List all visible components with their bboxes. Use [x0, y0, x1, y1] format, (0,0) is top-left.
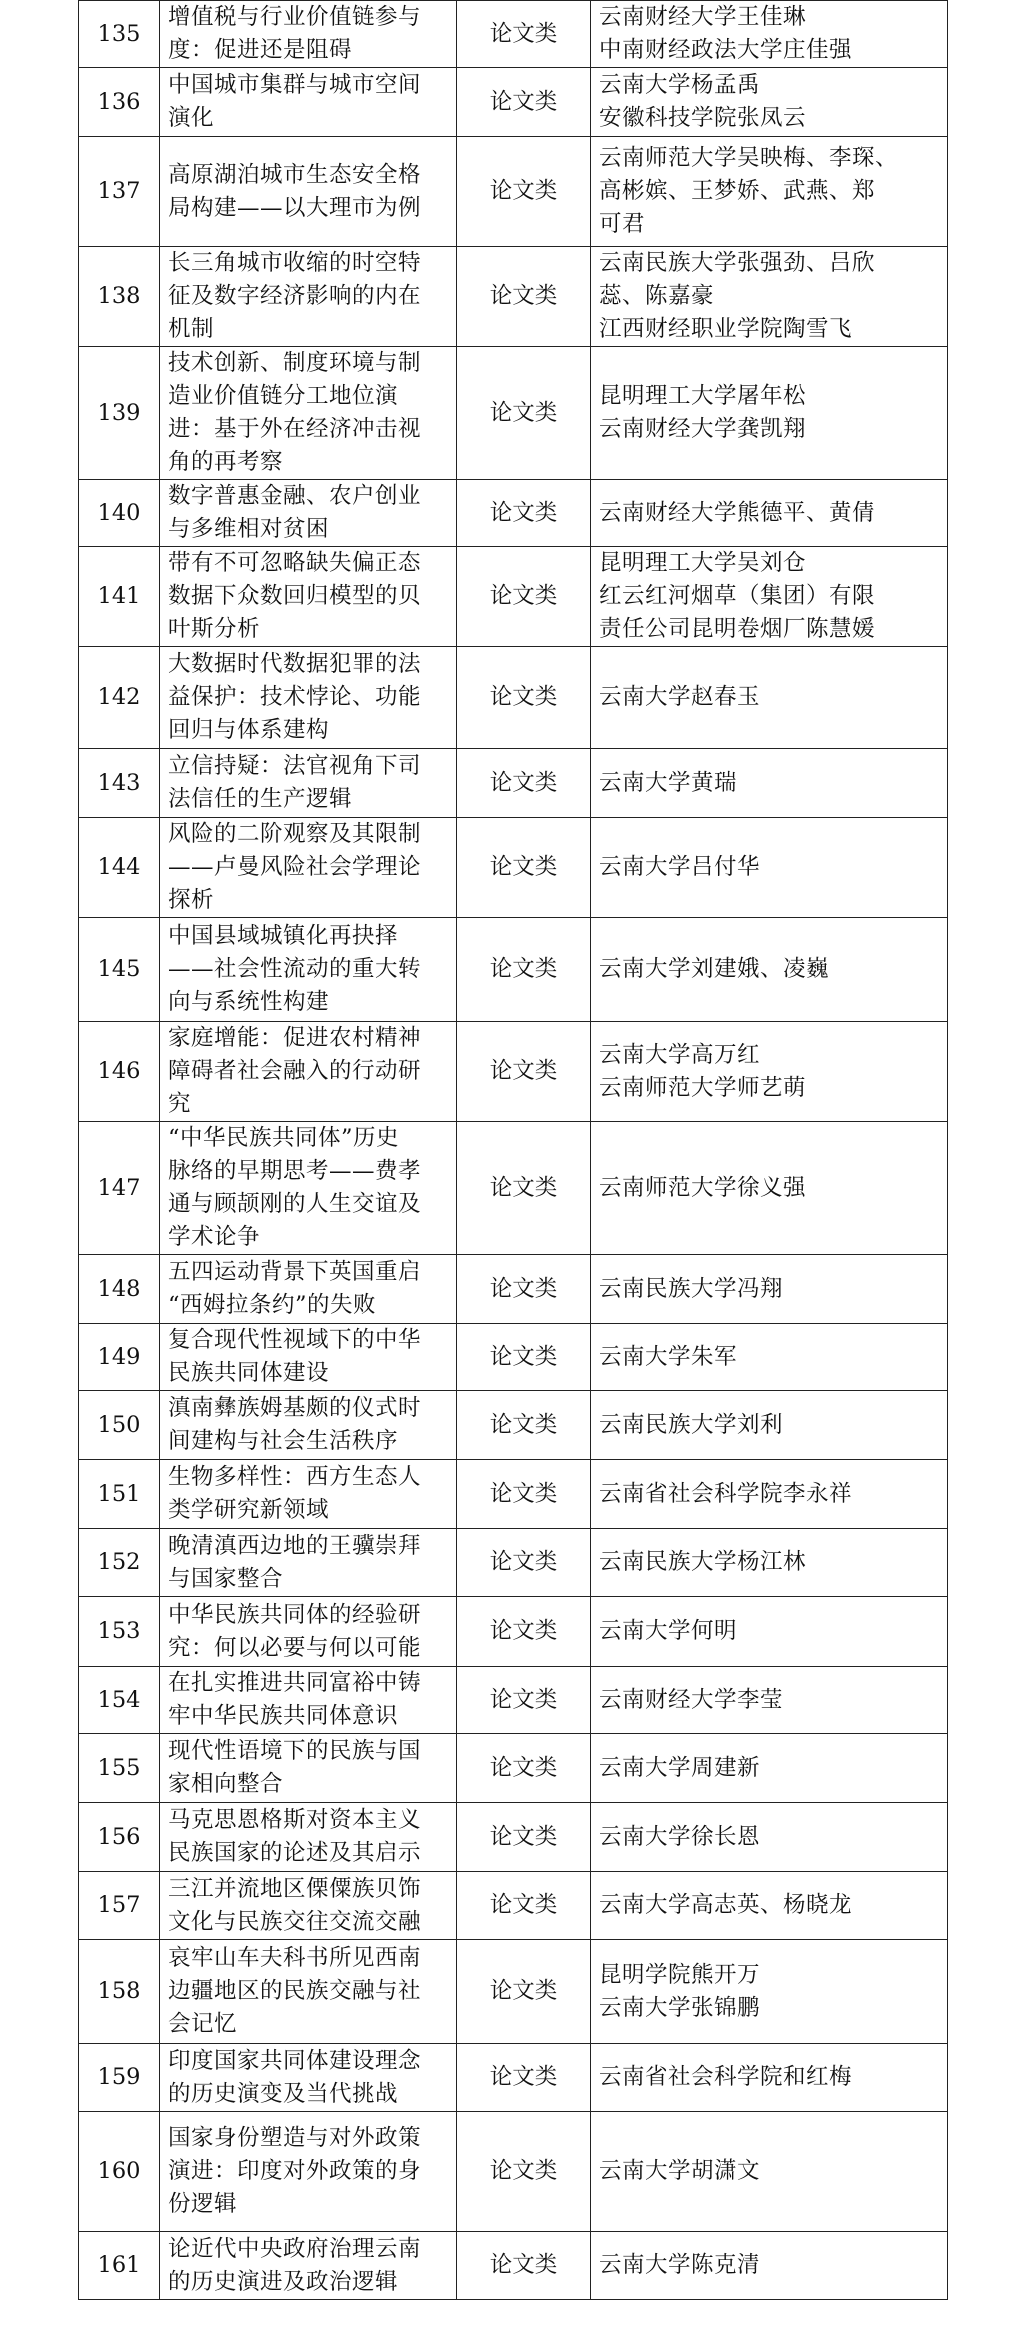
paper-title-line: 究 — [168, 1091, 192, 1117]
table-row — [79, 1460, 948, 1529]
row-number: 138 — [79, 247, 160, 347]
row-number: 141 — [79, 547, 160, 647]
author-line: 云南大学胡潇文 — [599, 2158, 761, 2184]
paper-title-line: 长三角城市收缩的时空特 — [168, 250, 422, 276]
authors-cell — [591, 1122, 948, 1255]
paper-title-line: 生物多样性：西方生态人 — [168, 1464, 422, 1490]
paper-title-line: 滇南彝族姆基颇的仪式时 — [168, 1395, 422, 1421]
authors-cell — [591, 1460, 948, 1529]
paper-title-line: 增值税与行业价值链参与 — [168, 4, 422, 30]
paper-title-cell — [160, 480, 457, 547]
paper-title-cell — [160, 749, 457, 818]
category-cell: 论文类 — [457, 547, 591, 647]
author-line: 云南师范大学吴映梅、李琛、 — [599, 145, 899, 171]
category-cell: 论文类 — [457, 1597, 591, 1667]
paper-title-line: 探析 — [168, 887, 215, 913]
paper-title-cell — [160, 1597, 457, 1667]
paper-title-line: 间建构与社会生活秩序 — [168, 1428, 399, 1454]
author-line: 云南大学张锦鹏 — [599, 1994, 761, 2021]
author-line: 云南师范大学徐义强 — [599, 1174, 807, 1201]
authors-cell — [591, 1872, 948, 1940]
row-number: 144 — [79, 818, 160, 918]
authors-cell — [591, 1529, 948, 1597]
paper-title-line: 障碍者社会融入的行动研 — [168, 1058, 422, 1084]
paper-title-line: 演化 — [168, 105, 215, 131]
category-cell: 论文类 — [457, 68, 591, 137]
paper-title-cell — [160, 1255, 457, 1324]
category-cell: 论文类 — [457, 137, 591, 247]
paper-title-line: 份逻辑 — [168, 2191, 238, 2217]
paper-title-cell — [160, 1, 457, 68]
authors-cell — [591, 1255, 948, 1324]
paper-title-cell — [160, 1324, 457, 1391]
row-number: 157 — [79, 1872, 160, 1940]
paper-title-cell — [160, 347, 457, 480]
paper-title-line: 的历史演进及政治逻辑 — [168, 2268, 399, 2295]
row-number: 153 — [79, 1597, 160, 1667]
author-line: 云南民族大学张强劲、吕欣 — [599, 250, 876, 276]
paper-title-line: ——社会性流动的重大转 — [168, 956, 422, 982]
authors-cell — [591, 2232, 948, 2300]
paper-title-line: 国家身份塑造与对外政策 — [168, 2125, 422, 2151]
paper-title-line: 中华民族共同体的经验研 — [168, 1601, 422, 1628]
row-number: 143 — [79, 749, 160, 818]
authors-cell — [591, 1734, 948, 1803]
paper-title-line: 牢中华民族共同体意识 — [168, 1703, 399, 1729]
paper-title-cell — [160, 1391, 457, 1460]
row-number: 135 — [79, 1, 160, 68]
author-line: 云南民族大学刘利 — [599, 1411, 784, 1438]
row-number: 148 — [79, 1255, 160, 1324]
row-number: 155 — [79, 1734, 160, 1803]
paper-title-line: 民族共同体建设 — [168, 1360, 330, 1386]
authors-cell — [591, 247, 948, 347]
paper-title-line: 会记忆 — [168, 2011, 238, 2037]
author-line: 云南省社会科学院和红梅 — [599, 2064, 853, 2090]
authors-cell — [591, 2044, 948, 2112]
author-line: 江西财经职业学院陶雪飞 — [599, 316, 853, 342]
category-cell: 论文类 — [457, 480, 591, 547]
table-row — [79, 1022, 948, 1122]
author-line: 云南大学黄瑞 — [599, 769, 738, 796]
paper-title-line: 立信持疑：法官视角下司 — [168, 753, 422, 779]
paper-title-line: 进：基于外在经济冲击视 — [168, 416, 422, 442]
category-cell: 论文类 — [457, 1324, 591, 1391]
author-line: 云南大学何明 — [599, 1618, 738, 1644]
category-cell: 论文类 — [457, 2232, 591, 2300]
paper-title-cell — [160, 1734, 457, 1803]
author-line: 云南大学周建新 — [599, 1754, 761, 1781]
table-row — [79, 480, 948, 547]
paper-title-line: 三江并流地区傈僳族贝饰 — [168, 1875, 422, 1902]
row-number: 136 — [79, 68, 160, 137]
category-cell: 论文类 — [457, 1872, 591, 1940]
author-line: 云南省社会科学院李永祥 — [599, 1480, 853, 1507]
paper-title-line: 通与顾颉刚的人生交谊及 — [168, 1191, 422, 1217]
row-number: 139 — [79, 347, 160, 480]
paper-title-line: 脉络的早期思考——费孝 — [168, 1158, 422, 1184]
paper-title-line: 的历史演变及当代挑战 — [168, 2080, 399, 2107]
author-line: 云南财经大学王佳琳 — [599, 4, 807, 30]
paper-title-line: 技术创新、制度环境与制 — [168, 350, 422, 376]
table-row — [79, 68, 948, 137]
paper-title-line: 造业价值链分工地位演 — [168, 383, 399, 409]
paper-title-cell — [160, 2044, 457, 2112]
table-row — [79, 1597, 948, 1667]
author-line: 昆明理工大学屠年松 — [599, 383, 807, 409]
paper-title-line: 类学研究新领域 — [168, 1497, 330, 1523]
paper-title-line: 大数据时代数据犯罪的法 — [168, 651, 422, 677]
paper-title-cell — [160, 137, 457, 247]
row-number: 147 — [79, 1122, 160, 1255]
authors-cell — [591, 1022, 948, 1122]
authors-cell — [591, 1940, 948, 2044]
paper-title-line: 论近代中央政府治理云南 — [168, 2235, 422, 2262]
table-row — [79, 1, 948, 68]
author-line: 云南大学朱军 — [599, 1343, 738, 1370]
row-number: 149 — [79, 1324, 160, 1391]
authors-cell — [591, 1667, 948, 1734]
category-cell: 论文类 — [457, 1803, 591, 1872]
author-line: 中南财经政法大学庄佳强 — [599, 37, 853, 63]
author-line: 云南大学吕付华 — [599, 854, 761, 880]
category-cell: 论文类 — [457, 749, 591, 818]
paper-title-line: 角的再考察 — [168, 449, 284, 475]
authors-cell — [591, 1391, 948, 1460]
category-cell: 论文类 — [457, 1022, 591, 1122]
paper-title-line: 数字普惠金融、农户创业 — [168, 483, 422, 509]
paper-title-cell — [160, 918, 457, 1022]
author-line: 昆明理工大学吴刘仓 — [599, 550, 807, 576]
table-row — [79, 347, 948, 480]
table-row — [79, 1324, 948, 1391]
paper-title-line: 与多维相对贫困 — [168, 516, 330, 542]
paper-title-line: 度：促进还是阻碍 — [168, 37, 353, 63]
paper-title-line: 回归与体系建构 — [168, 717, 330, 743]
paper-title-line: 中国城市集群与城市空间 — [168, 72, 422, 98]
paper-title-cell — [160, 1460, 457, 1529]
category-cell: 论文类 — [457, 818, 591, 918]
paper-title-cell — [160, 1667, 457, 1734]
author-line: 云南财经大学熊德平、黄倩 — [599, 499, 876, 526]
category-cell: 论文类 — [457, 647, 591, 749]
author-line: 云南大学徐长恩 — [599, 1823, 761, 1850]
awards-table-body — [79, 1, 948, 2300]
paper-title-cell — [160, 1529, 457, 1597]
author-line: 云南财经大学李莹 — [599, 1686, 784, 1713]
category-cell: 论文类 — [457, 1734, 591, 1803]
author-line: 云南民族大学杨江林 — [599, 1549, 807, 1575]
row-number: 150 — [79, 1391, 160, 1460]
category-cell: 论文类 — [457, 1940, 591, 2044]
paper-title-line: 局构建——以大理市为例 — [168, 194, 422, 221]
paper-title-line: 风险的二阶观察及其限制 — [168, 821, 422, 847]
row-number: 146 — [79, 1022, 160, 1122]
row-number: 154 — [79, 1667, 160, 1734]
row-number: 151 — [79, 1460, 160, 1529]
authors-cell — [591, 918, 948, 1022]
paper-title-cell — [160, 1872, 457, 1940]
paper-title-line: 高原湖泊城市生态安全格 — [168, 161, 422, 188]
paper-title-cell — [160, 1803, 457, 1872]
author-line: 红云红河烟草（集团）有限 — [599, 583, 876, 609]
table-row — [79, 1940, 948, 2044]
table-row — [79, 2044, 948, 2112]
row-number: 159 — [79, 2044, 160, 2112]
author-line: 可君 — [599, 211, 646, 237]
paper-title-cell — [160, 1122, 457, 1255]
table-row — [79, 1734, 948, 1803]
paper-title-cell — [160, 2112, 457, 2232]
paper-title-line: 复合现代性视域下的中华 — [168, 1327, 422, 1353]
paper-title-line: 哀牢山车夫科书所见西南 — [168, 1945, 422, 1971]
paper-title-line: 晚清滇西边地的王骥崇拜 — [168, 1532, 422, 1559]
table-row — [79, 1122, 948, 1255]
paper-title-line: 学术论争 — [168, 1224, 261, 1250]
row-number: 145 — [79, 918, 160, 1022]
awards-table — [78, 0, 948, 2300]
paper-title-cell — [160, 647, 457, 749]
paper-title-line: 边疆地区的民族交融与社 — [168, 1978, 422, 2004]
author-line: 云南师范大学师艺萌 — [599, 1074, 807, 1101]
category-cell: 论文类 — [457, 2044, 591, 2112]
author-line: 昆明学院熊开万 — [599, 1961, 761, 1988]
category-cell: 论文类 — [457, 1667, 591, 1734]
table-row — [79, 1255, 948, 1324]
paper-title-line: 向与系统性构建 — [168, 989, 330, 1015]
paper-title-line: 叶斯分析 — [168, 616, 261, 642]
paper-title-cell — [160, 247, 457, 347]
paper-title-line: 中国县域城镇化再抉择 — [168, 923, 399, 949]
paper-title-cell — [160, 1022, 457, 1122]
paper-title-line: 数据下众数回归模型的贝 — [168, 583, 422, 609]
author-line: 云南大学赵春玉 — [599, 684, 761, 710]
paper-title-cell — [160, 1940, 457, 2044]
category-cell: 论文类 — [457, 1391, 591, 1460]
author-line: 安徽科技学院张凤云 — [599, 105, 807, 131]
row-number: 158 — [79, 1940, 160, 2044]
table-row — [79, 918, 948, 1022]
category-cell: 论文类 — [457, 1255, 591, 1324]
category-cell: 论文类 — [457, 247, 591, 347]
category-cell: 论文类 — [457, 918, 591, 1022]
author-line: 云南大学刘建娥、凌巍 — [599, 956, 830, 982]
row-number: 142 — [79, 647, 160, 749]
author-line: 责任公司昆明卷烟厂陈慧媛 — [599, 616, 876, 642]
paper-title-line: 法信任的生产逻辑 — [168, 786, 353, 812]
table-row — [79, 1667, 948, 1734]
authors-cell — [591, 647, 948, 749]
row-number: 156 — [79, 1803, 160, 1872]
paper-title-line: 现代性语境下的民族与国 — [168, 1738, 422, 1764]
author-line: 云南财经大学龚凯翔 — [599, 416, 807, 442]
author-line: 云南大学陈克清 — [599, 2252, 761, 2278]
author-line: 云南大学高万红 — [599, 1041, 761, 1068]
paper-title-cell — [160, 547, 457, 647]
category-cell: 论文类 — [457, 1, 591, 68]
table-row — [79, 547, 948, 647]
authors-cell — [591, 480, 948, 547]
table-row — [79, 137, 948, 247]
authors-cell — [591, 68, 948, 137]
paper-title-line: 马克思恩格斯对资本主义 — [168, 1807, 422, 1833]
paper-title-line: “中华民族共同体”历史 — [168, 1125, 400, 1151]
paper-title-line: 益保护：技术悖论、功能 — [168, 684, 422, 710]
paper-title-cell — [160, 2232, 457, 2300]
paper-title-line: 征及数字经济影响的内在 — [168, 283, 422, 309]
author-line: 蕊、陈嘉豪 — [599, 283, 715, 309]
authors-cell — [591, 1324, 948, 1391]
table-row — [79, 1529, 948, 1597]
table-row — [79, 2232, 948, 2300]
paper-title-line: ——卢曼风险社会学理论 — [168, 854, 422, 880]
paper-title-line: 家庭增能：促进农村精神 — [168, 1025, 422, 1051]
authors-cell — [591, 137, 948, 247]
paper-title-line: 文化与民族交往交流交融 — [168, 1908, 422, 1935]
table-row — [79, 647, 948, 749]
paper-title-line: 究：何以必要与何以可能 — [168, 1634, 422, 1661]
paper-title-line: 印度国家共同体建设理念 — [168, 2047, 422, 2074]
table-row — [79, 1803, 948, 1872]
author-line: 云南大学杨孟禹 — [599, 72, 761, 98]
paper-title-line: 带有不可忽略缺失偏正态 — [168, 550, 422, 576]
author-line: 高彬嫔、王梦娇、武燕、郑 — [599, 178, 876, 204]
table-row — [79, 818, 948, 918]
paper-title-cell — [160, 818, 457, 918]
authors-cell — [591, 547, 948, 647]
table-row — [79, 1872, 948, 1940]
paper-title-cell — [160, 68, 457, 137]
paper-title-line: 与国家整合 — [168, 1565, 284, 1592]
category-cell: 论文类 — [457, 347, 591, 480]
row-number: 160 — [79, 2112, 160, 2232]
paper-title-line: “西姆拉条约”的失败 — [168, 1292, 377, 1318]
authors-cell — [591, 1803, 948, 1872]
row-number: 152 — [79, 1529, 160, 1597]
author-line: 云南大学高志英、杨晓龙 — [599, 1892, 853, 1918]
table-row — [79, 749, 948, 818]
paper-title-line: 机制 — [168, 316, 215, 342]
authors-cell — [591, 1, 948, 68]
table-row — [79, 1391, 948, 1460]
author-line: 云南民族大学冯翔 — [599, 1275, 784, 1302]
category-cell: 论文类 — [457, 1529, 591, 1597]
authors-cell — [591, 1597, 948, 1667]
paper-title-line: 民族国家的论述及其启示 — [168, 1840, 422, 1866]
authors-cell — [591, 818, 948, 918]
authors-cell — [591, 749, 948, 818]
row-number: 140 — [79, 480, 160, 547]
paper-title-line: 五四运动背景下英国重启 — [168, 1259, 422, 1285]
authors-cell — [591, 2112, 948, 2232]
paper-title-line: 在扎实推进共同富裕中铸 — [168, 1670, 422, 1696]
authors-cell — [591, 347, 948, 480]
table-row — [79, 247, 948, 347]
paper-title-line: 家相向整合 — [168, 1771, 284, 1797]
paper-title-line: 演进：印度对外政策的身 — [168, 2158, 422, 2184]
category-cell: 论文类 — [457, 1122, 591, 1255]
table-row — [79, 2112, 948, 2232]
category-cell: 论文类 — [457, 2112, 591, 2232]
row-number: 137 — [79, 137, 160, 247]
category-cell: 论文类 — [457, 1460, 591, 1529]
row-number: 161 — [79, 2232, 160, 2300]
